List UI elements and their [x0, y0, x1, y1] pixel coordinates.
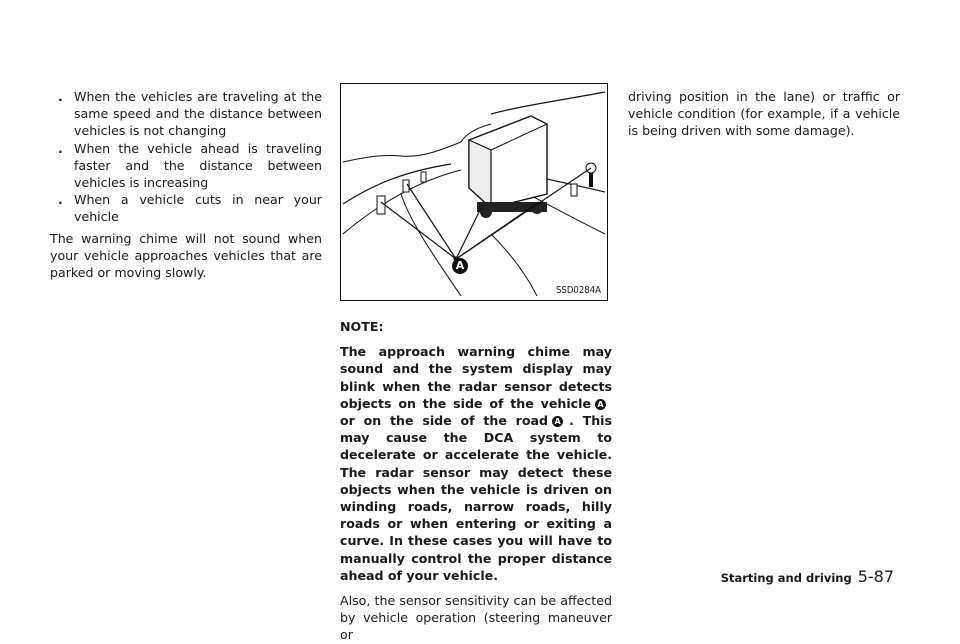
marker-a-inline: A: [595, 399, 606, 410]
column-left: [50, 88, 322, 281]
section-title: Starting and driving: [720, 571, 852, 585]
callout-marker-a: A: [452, 258, 468, 274]
bullet-item: [50, 140, 322, 192]
bullet-text: When a vehicle cuts in near your vehicle: [74, 192, 322, 225]
warning-paragraph: The warning chime will not sound when your vehicle approaches vehicles that are parked or moving slowly.: [50, 230, 322, 281]
note-heading: NOTE:: [340, 319, 384, 334]
sensitivity-paragraph: Also, the sensor sensitivity can be affected by vehicle operation (steering maneuver or: [340, 593, 612, 643]
bullet-text: When the vehicle ahead is traveling faster and the distance between vehicles is increasing: [74, 140, 322, 191]
marker-a-inline: A: [552, 416, 563, 427]
figure-code: SSD0284A: [555, 285, 601, 296]
note-body: [340, 343, 612, 584]
column-right: [628, 88, 900, 140]
bullet-dot: .: [58, 192, 63, 208]
bullet-text: When the vehicles are traveling at the same speed and the distance between vehicles is not changing: [74, 89, 322, 139]
radar-scene-drawing: [341, 84, 607, 300]
page-number: 5-87: [857, 567, 894, 586]
continuation-paragraph: driving position in the lane) or traffic or vehicle condition (for example, if a vehicle is being driven with some damage).: [628, 89, 900, 139]
note-text-1: The approach warning chime may sound and the system display may blink when the radar sensor detects objects on the side of the vehicle: [340, 344, 612, 411]
bullet-dot: .: [58, 140, 63, 156]
bullet-dot: .: [58, 89, 63, 104]
column-middle: [340, 318, 612, 644]
note-text-2: or on the side of the road: [340, 413, 549, 429]
bullet-item: [50, 88, 322, 140]
page-footer: [721, 567, 894, 586]
radar-illustration: [340, 83, 608, 301]
note-text-3: . This may cause the DCA system to decelerate or accelerate the vehicle. The radar sensor may detect these objects when the vehicle is driven on winding roads, narrow roads, hilly roads or when entering or exiting a curve. In these cases you will have to manually control the proper distance ahead of your vehicle.: [340, 413, 612, 583]
bullet-item: [50, 191, 322, 225]
